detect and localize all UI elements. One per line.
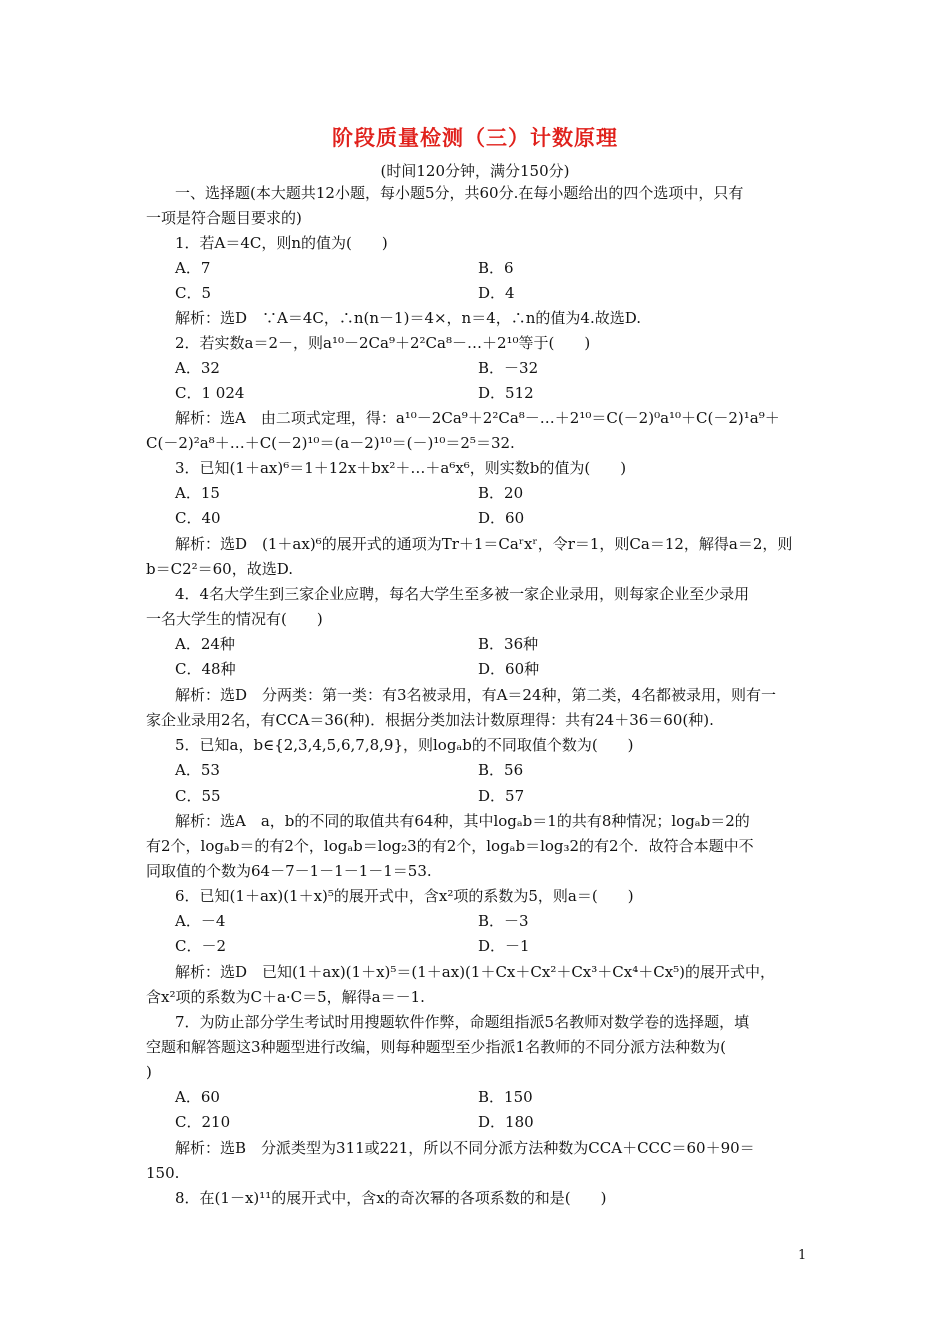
option-b: B．56 bbox=[478, 761, 524, 779]
option-b: B．20 bbox=[478, 484, 524, 502]
solution-line: 家企业录用2名，有CCA＝36(种)．根据分类加法计数原理得：共有24＋36＝60(种). bbox=[146, 711, 714, 729]
option-a: A．53 bbox=[175, 761, 220, 779]
solution-line: 解析：选B 分派类型为311或221，所以不同分派方法种数为CCA＋CCC＝60＋90＝ bbox=[175, 1139, 755, 1157]
solution-line: 解析：选D 分两类：第一类：有3名被录用，有A＝24种，第二类，4名都被录用，则有一 bbox=[175, 686, 777, 704]
option-c: C．1 024 bbox=[175, 384, 245, 402]
option-a: A．－4 bbox=[175, 912, 226, 930]
page-number: 1 bbox=[798, 1248, 807, 1263]
solution-line: 解析：选D 已知(1＋ax)(1＋x)⁵＝(1＋ax)(1＋Cx＋Cx²＋Cx³＋Cx⁴＋Cx⁵)的展开式中， bbox=[175, 963, 776, 981]
page-title: 阶段质量检测（三）计数原理 bbox=[332, 126, 618, 150]
option-d: D．180 bbox=[478, 1113, 534, 1131]
solution-line: 有2个，logₐb＝的有2个，logₐb＝log₂3的有2个，logₐb＝log₃2的有2个．故符合本题中不 bbox=[146, 837, 754, 855]
option-c: C．40 bbox=[175, 509, 221, 527]
option-a: A．7 bbox=[175, 259, 211, 277]
option-c: C．5 bbox=[175, 284, 212, 302]
option-a: A．32 bbox=[175, 359, 220, 377]
question-stem: 3．已知(1＋ax)⁶＝1＋12x＋bx²＋…＋a⁶x⁶，则实数b的值为( ) bbox=[175, 459, 627, 477]
solution-line: 解析：选D ∵A＝4C，∴n(n－1)＝4×，n＝4，∴n的值为4.故选D. bbox=[175, 309, 641, 327]
option-d: D．60种 bbox=[478, 660, 540, 678]
solution-line: 同取值的个数为64－7－1－1－1－1＝53. bbox=[146, 862, 432, 880]
solution-line: 150. bbox=[146, 1164, 180, 1182]
option-d: D．60 bbox=[478, 509, 525, 527]
option-b: B．6 bbox=[478, 259, 514, 277]
solution-line: 含x²项的系数为C＋a·C＝5，解得a＝－1. bbox=[146, 988, 425, 1006]
option-a: A．24种 bbox=[175, 635, 235, 653]
question-stem: 6．已知(1＋ax)(1＋x)⁵的展开式中，含x²项的系数为5，则a＝( ) bbox=[175, 887, 634, 905]
section-intro-line: 一、选择题(本大题共12小题，每小题5分，共60分.在每小题给出的四个选项中，只有 bbox=[175, 184, 744, 202]
option-c: C．48种 bbox=[175, 660, 236, 678]
question-stem: ) bbox=[146, 1063, 152, 1081]
solution-line: 解析：选D (1＋ax)⁶的展开式的通项为Tr＋1＝Caʳxʳ，令r＝1，则Ca＝12，解得a＝2，则 bbox=[175, 535, 793, 553]
option-a: A．60 bbox=[175, 1088, 220, 1106]
section-intro-line: 一项是符合题目要求的) bbox=[146, 209, 302, 227]
question-stem: 2．若实数a＝2－，则a¹⁰－2Ca⁹＋2²Ca⁸－…＋2¹⁰等于( ) bbox=[175, 334, 591, 352]
option-c: C．55 bbox=[175, 787, 221, 805]
option-d: D．57 bbox=[478, 787, 525, 805]
option-a: A．15 bbox=[175, 484, 220, 502]
option-c: C．－2 bbox=[175, 937, 227, 955]
solution-line: C(－2)²a⁸＋…＋C(－2)¹⁰＝(a－2)¹⁰＝(－)¹⁰＝2⁵＝32. bbox=[146, 434, 515, 452]
option-d: D．512 bbox=[478, 384, 534, 402]
question-stem: 4．4名大学生到三家企业应聘，每名大学生至多被一家企业录用，则每家企业至少录用 bbox=[175, 585, 750, 603]
solution-line: 解析：选A a，b的不同的取值共有64种，其中logₐb＝1的共有8种情况；logₐb＝2的 bbox=[175, 812, 750, 830]
question-stem: 5．已知a，b∈{2,3,4,5,6,7,8,9}，则logₐb的不同取值个数为( ) bbox=[175, 736, 634, 754]
option-b: B．－32 bbox=[478, 359, 539, 377]
option-c: C．210 bbox=[175, 1113, 231, 1131]
question-stem: 8．在(1－x)¹¹的展开式中，含x的奇次幂的各项系数的和是( ) bbox=[175, 1189, 607, 1207]
option-d: D．4 bbox=[478, 284, 515, 302]
option-d: D．－1 bbox=[478, 937, 530, 955]
question-stem: 7．为防止部分学生考试时用搜题软件作弊，命题组指派5名教师对数学卷的选择题，填 bbox=[175, 1013, 750, 1031]
solution-line: b＝C2²＝60，故选D. bbox=[146, 560, 293, 578]
question-stem: 一名大学生的情况有( ) bbox=[146, 610, 323, 628]
solution-line: 解析：选A 由二项式定理，得：a¹⁰－2Ca⁹＋2²Ca⁸－…＋2¹⁰＝C(－2)⁰a¹⁰＋C(－2)¹a⁹＋ bbox=[175, 409, 780, 427]
exam-subtitle: (时间120分钟，满分150分) bbox=[380, 162, 570, 180]
option-b: B．－3 bbox=[478, 912, 529, 930]
option-b: B．36种 bbox=[478, 635, 539, 653]
option-b: B．150 bbox=[478, 1088, 533, 1106]
question-stem: 空题和解答题这3种题型进行改编，则每种题型至少指派1名教师的不同分派方法种数为( bbox=[146, 1038, 726, 1056]
question-stem: 1．若A＝4C，则n的值为( ) bbox=[175, 234, 388, 252]
